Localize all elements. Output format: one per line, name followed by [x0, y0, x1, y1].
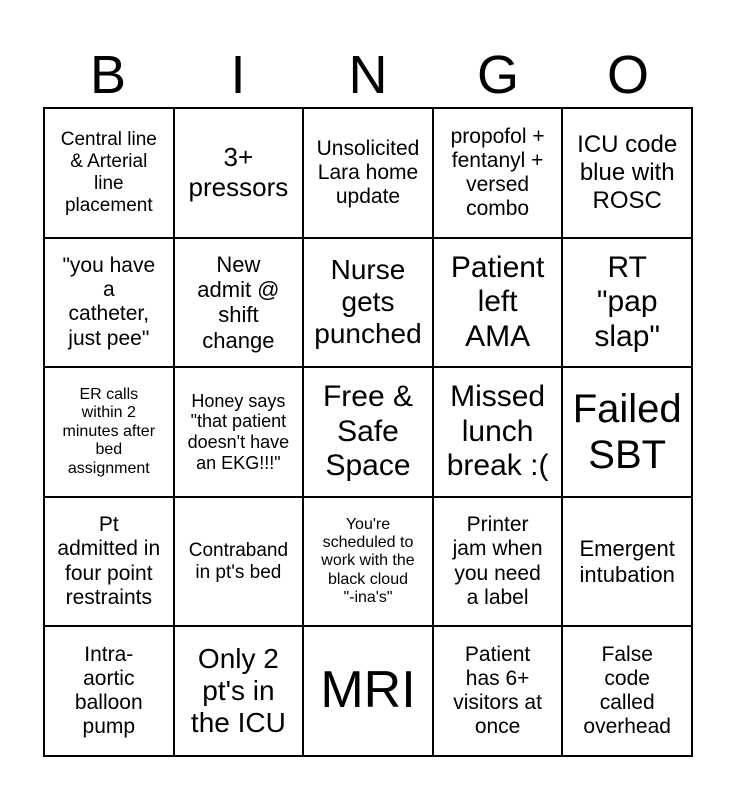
bingo-cell-1-2[interactable]	[174, 108, 304, 238]
cell-text: False code called overhead	[583, 642, 671, 739]
header-letter-i: I	[230, 45, 246, 105]
bingo-cell-3-3[interactable]	[303, 367, 433, 497]
header-letter-b: B	[89, 45, 127, 105]
cell-text: Patient left AMA	[450, 250, 545, 353]
bingo-board	[43, 107, 693, 757]
cell-text: Contraband in pt's bed	[188, 539, 289, 583]
bingo-cell-3-4[interactable]	[433, 367, 563, 497]
cell-text: Only 2 pt's in the ICU	[190, 642, 286, 739]
cell-text: ER calls within 2 minutes after bed assignment	[62, 386, 156, 477]
cell-text: Printer jam when you need a label	[452, 513, 543, 609]
bingo-cell-4-5[interactable]	[562, 497, 692, 627]
bingo-cell-4-1[interactable]	[44, 497, 174, 627]
bingo-cell-2-4[interactable]	[433, 238, 563, 368]
cell-text: Failed SBT	[572, 386, 682, 477]
bingo-cell-2-5[interactable]	[562, 238, 692, 368]
header-letter-n: N	[348, 45, 388, 105]
cell-text: Intra- aortic balloon pump	[74, 642, 143, 739]
bingo-cell-5-3[interactable]	[303, 626, 433, 756]
bingo-cell-4-3[interactable]	[303, 497, 433, 627]
bingo-cell-5-1[interactable]	[44, 626, 174, 756]
bingo-cell-1-1[interactable]	[44, 108, 174, 238]
bingo-cell-3-5[interactable]	[562, 367, 692, 497]
cell-text: "you have a catheter, just pee"	[62, 254, 156, 350]
cell-text: RT "pap slap"	[594, 250, 661, 353]
cell-text: Nurse gets punched	[314, 254, 422, 350]
bingo-cell-5-5[interactable]	[562, 626, 692, 756]
header-letter-o: O	[606, 45, 649, 105]
bingo-cell-2-1[interactable]	[44, 238, 174, 368]
header-letter-g: G	[476, 45, 519, 105]
bingo-cell-1-3[interactable]	[303, 108, 433, 238]
cell-text: New admit @ shift change	[197, 251, 280, 353]
bingo-cell-3-1[interactable]	[44, 367, 174, 497]
cell-text: Emergent intubation	[579, 536, 675, 587]
cell-text: Central line & Arterial line placement	[60, 129, 157, 216]
cell-text: propofol + fentanyl + versed combo	[450, 124, 545, 220]
bingo-cell-1-4[interactable]	[433, 108, 563, 238]
cell-text: 3+ pressors	[188, 141, 289, 202]
bingo-cell-4-2[interactable]	[174, 497, 304, 627]
cell-text: Missed lunch break :(	[446, 380, 549, 483]
cell-text: Honey says "that patient doesn't have an EKG!!!"	[187, 390, 290, 473]
cell-text: Free & Safe Space	[322, 380, 413, 483]
bingo-cell-2-3[interactable]	[303, 238, 433, 368]
cell-text: Patient has 6+ visitors at once	[453, 642, 542, 739]
bingo-cell-2-2[interactable]	[174, 238, 304, 368]
cell-text: Unsolicited Lara home update	[316, 136, 420, 208]
cell-text: Pt admitted in four point restraints	[57, 513, 161, 609]
bingo-header	[43, 42, 693, 108]
bingo-cell-5-2[interactable]	[174, 626, 304, 756]
bingo-cell-5-4[interactable]	[433, 626, 563, 756]
bingo-cell-3-2[interactable]	[174, 367, 304, 497]
cell-text: ICU code blue with ROSC	[577, 131, 678, 214]
bingo-cell-1-5[interactable]	[562, 108, 692, 238]
cell-text: MRI	[320, 661, 416, 720]
bingo-cell-4-4[interactable]	[433, 497, 563, 627]
cell-text: You're scheduled to work with the black cloud "-ina's"	[321, 515, 415, 607]
